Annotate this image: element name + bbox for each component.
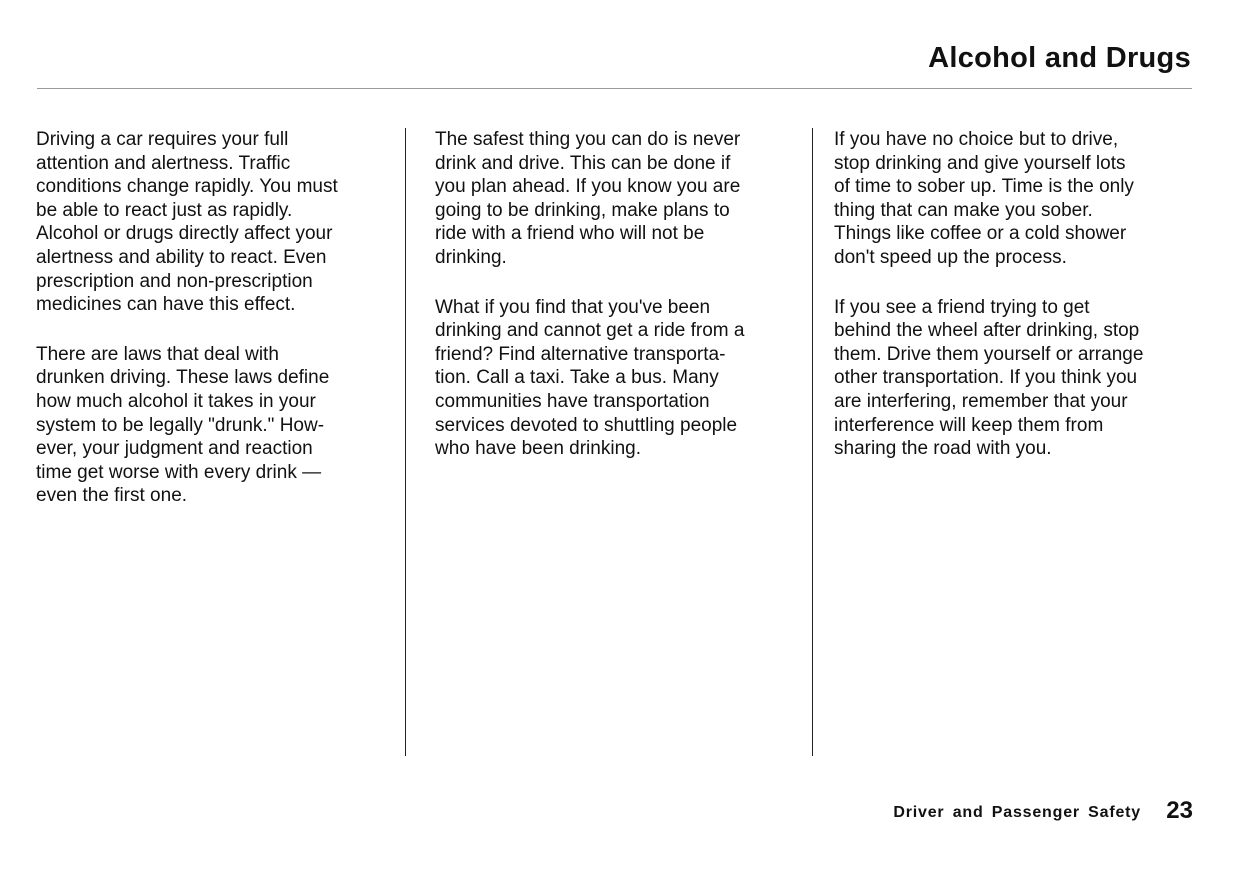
paragraph: If you see a friend trying to get behind the wheel after drinking, stop them. Drive them yourself or arrange other transportation. If you think you are interfering, remember that your interference will keep them from sharing the road with you. (834, 296, 1144, 460)
paragraph: Driving a car requires your full attention and alertness. Traffic conditions change rapidly. You must be able to react just as rapidly. Alcohol or drugs directly affect your alertness and ability to react. Even prescription and non-prescription medicines can have this effect. (36, 129, 338, 316)
paragraph: If you have no choice but to drive, stop drinking and give yourself lots of time to sober up. Time is the only thing that can make you sober. Things like coffee or a cold shower don't speed up the process. (834, 129, 1134, 268)
text-column-1 (36, 128, 396, 508)
column-divider (812, 128, 813, 756)
text-column-3 (834, 128, 1204, 461)
footer-section-title: Driver and Passenger Safety (893, 804, 1141, 821)
header-rule (37, 88, 1192, 89)
text-column-2 (435, 128, 805, 461)
paragraph: The safest thing you can do is never drink and drive. This can be done if you plan ahead. If you know you are going to be drinking, make plans to ride with a friend who will not be drinking. (435, 129, 741, 268)
paragraph: There are laws that deal with drunken driving. These laws define how much alcohol it takes in your system to be legally "drunk." How- ever, your judgment and reaction time get worse with every drink — even the first one. (36, 343, 330, 507)
page-title: Alcohol and Drugs (928, 42, 1191, 74)
paragraph: What if you find that you've been drinking and cannot get a ride from a friend? Find alternative transporta- tion. Call a taxi. Take a bus. Many communities have transportation services devoted to shuttling people who have been drinking. (435, 296, 745, 460)
page-number: 23 (1166, 797, 1193, 824)
column-divider (405, 128, 406, 756)
